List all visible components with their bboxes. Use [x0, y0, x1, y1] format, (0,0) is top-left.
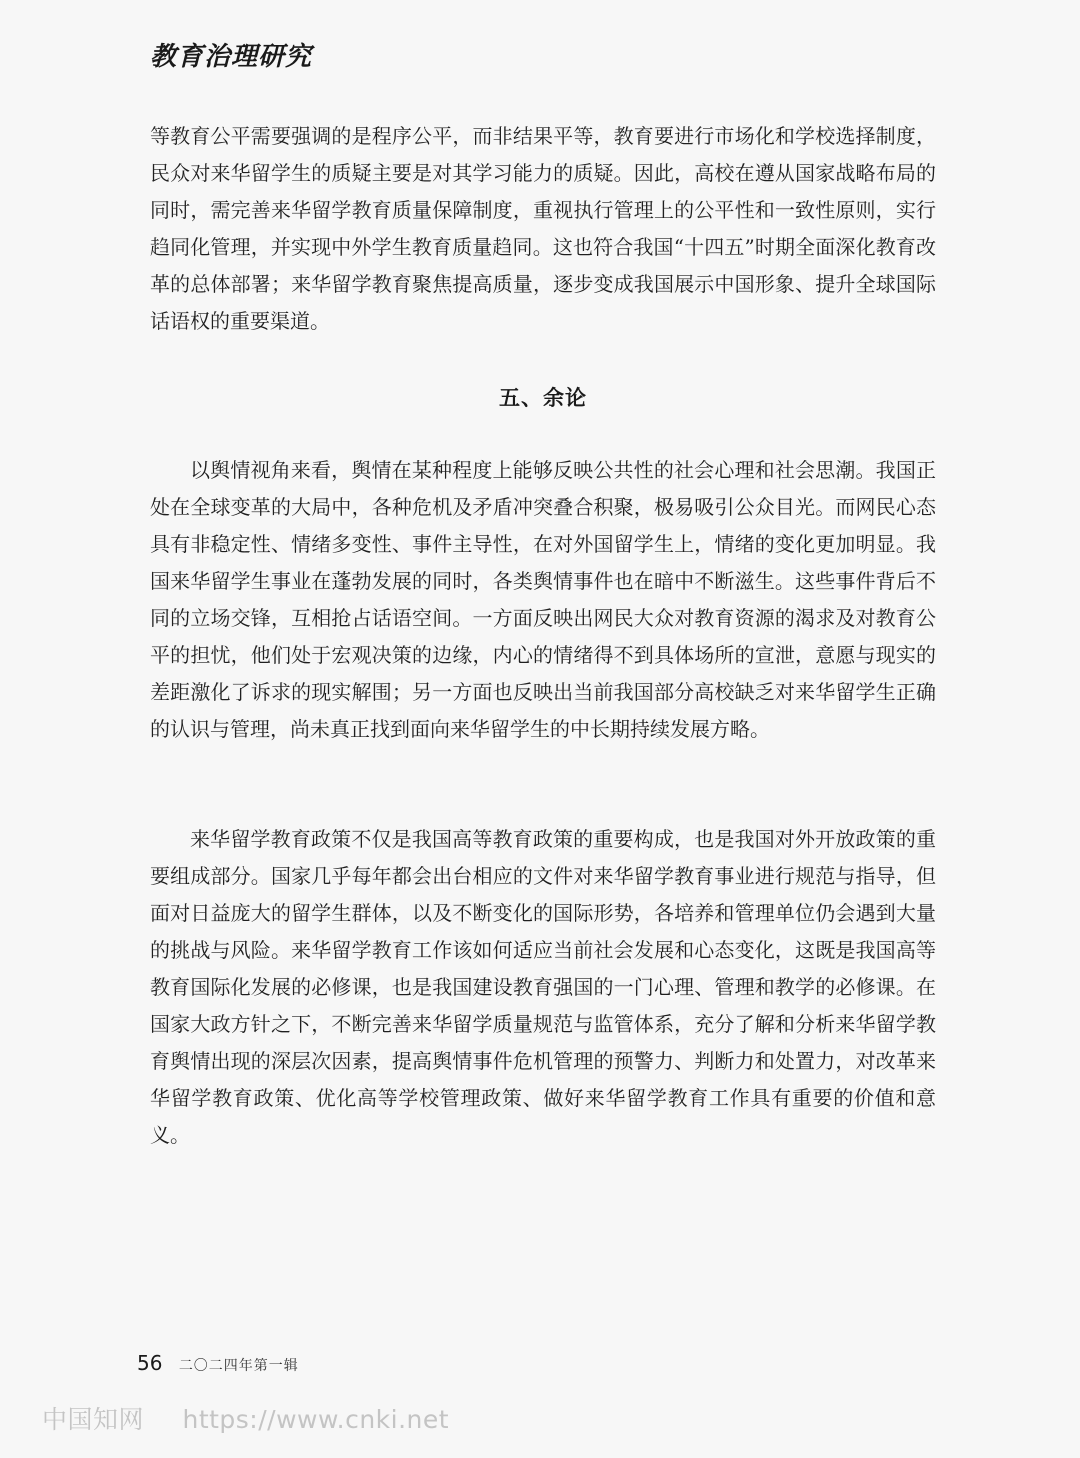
paragraph-3: 来华留学教育政策不仅是我国高等教育政策的重要构成，也是我国对外开放政策的重要组成部分。国家几乎每年都会出台相应的文件对来华留学教育事业进行规范与指导，但面对日益庞大的留学生群体，以及不断变化的国际形势，各培养和管理单位仍会遇到大量的挑战与风险。来华留学教育工作该如何适应当前社会发展和心态变化，这既是我国高等教育国际化发展的必修课，也是我国建设教育强国的一门心理、管理和教学的必修课。在国家大政方针之下，不断完善来华留学质量规范与监管体系，充分了解和分析来华留学教育舆情出现的深层次因素，提高舆情事件危机管理的预警力、判断力和处置力，对改革来华留学教育政策、优化高等学校管理政策、做好来华留学教育工作具有重要的价值和意义。	[150, 827, 936, 1147]
issue-label: 二〇二四年第一辑	[178, 1358, 299, 1374]
section-heading: 五、余论	[499, 386, 587, 410]
page-number: 56	[137, 1351, 163, 1375]
paragraph-1: 等教育公平需要强调的是程序公平，而非结果平等，教育要进行市场化和学校选择制度，民众对来华留学生的质疑主要是对其学习能力的质疑。因此，高校在遵从国家战略布局的同时，需完善来华留学教育质量保障制度，重视执行管理上的公平性和一致性原则，实行趋同化管理，并实现中外学生教育质量趋同。这也符合我国“十四五”时期全面深化教育改革的总体部署；来华留学教育聚焦提高质量，逐步变成我国展示中国形象、提升全球国际话语权的重要渠道。	[150, 124, 936, 333]
paragraph-2: 以舆情视角来看，舆情在某种程度上能够反映公共性的社会心理和社会思潮。我国正处在全球变革的大局中，各种危机及矛盾冲突叠合积聚，极易吸引公众目光。而网民心态具有非稳定性、情绪多变性、事件主导性，在对外国留学生上，情绪的变化更加明显。我国来华留学生事业在蓬勃发展的同时，各类舆情事件也在暗中不断滋生。这些事件背后不同的立场交锋，互相抢占话语空间。一方面反映出网民大众对教育资源的渴求及对教育公平的担忧，他们处于宏观决策的边缘，内心的情绪得不到具体场所的宣泄，意愿与现实的差距激化了诉求的现实解围；另一方面也反映出当前我国部分高校缺乏对来华留学生正确的认识与管理，尚未真正找到面向来华留学生的中长期持续发展方略。	[150, 458, 936, 741]
watermark-brand: 中国知网	[42, 1405, 145, 1434]
page-footer	[137, 1351, 299, 1375]
journal-title: 教育治理研究	[150, 42, 313, 72]
cnki-watermark	[42, 1400, 449, 1436]
watermark-url: https://www.cnki.net	[182, 1405, 450, 1434]
